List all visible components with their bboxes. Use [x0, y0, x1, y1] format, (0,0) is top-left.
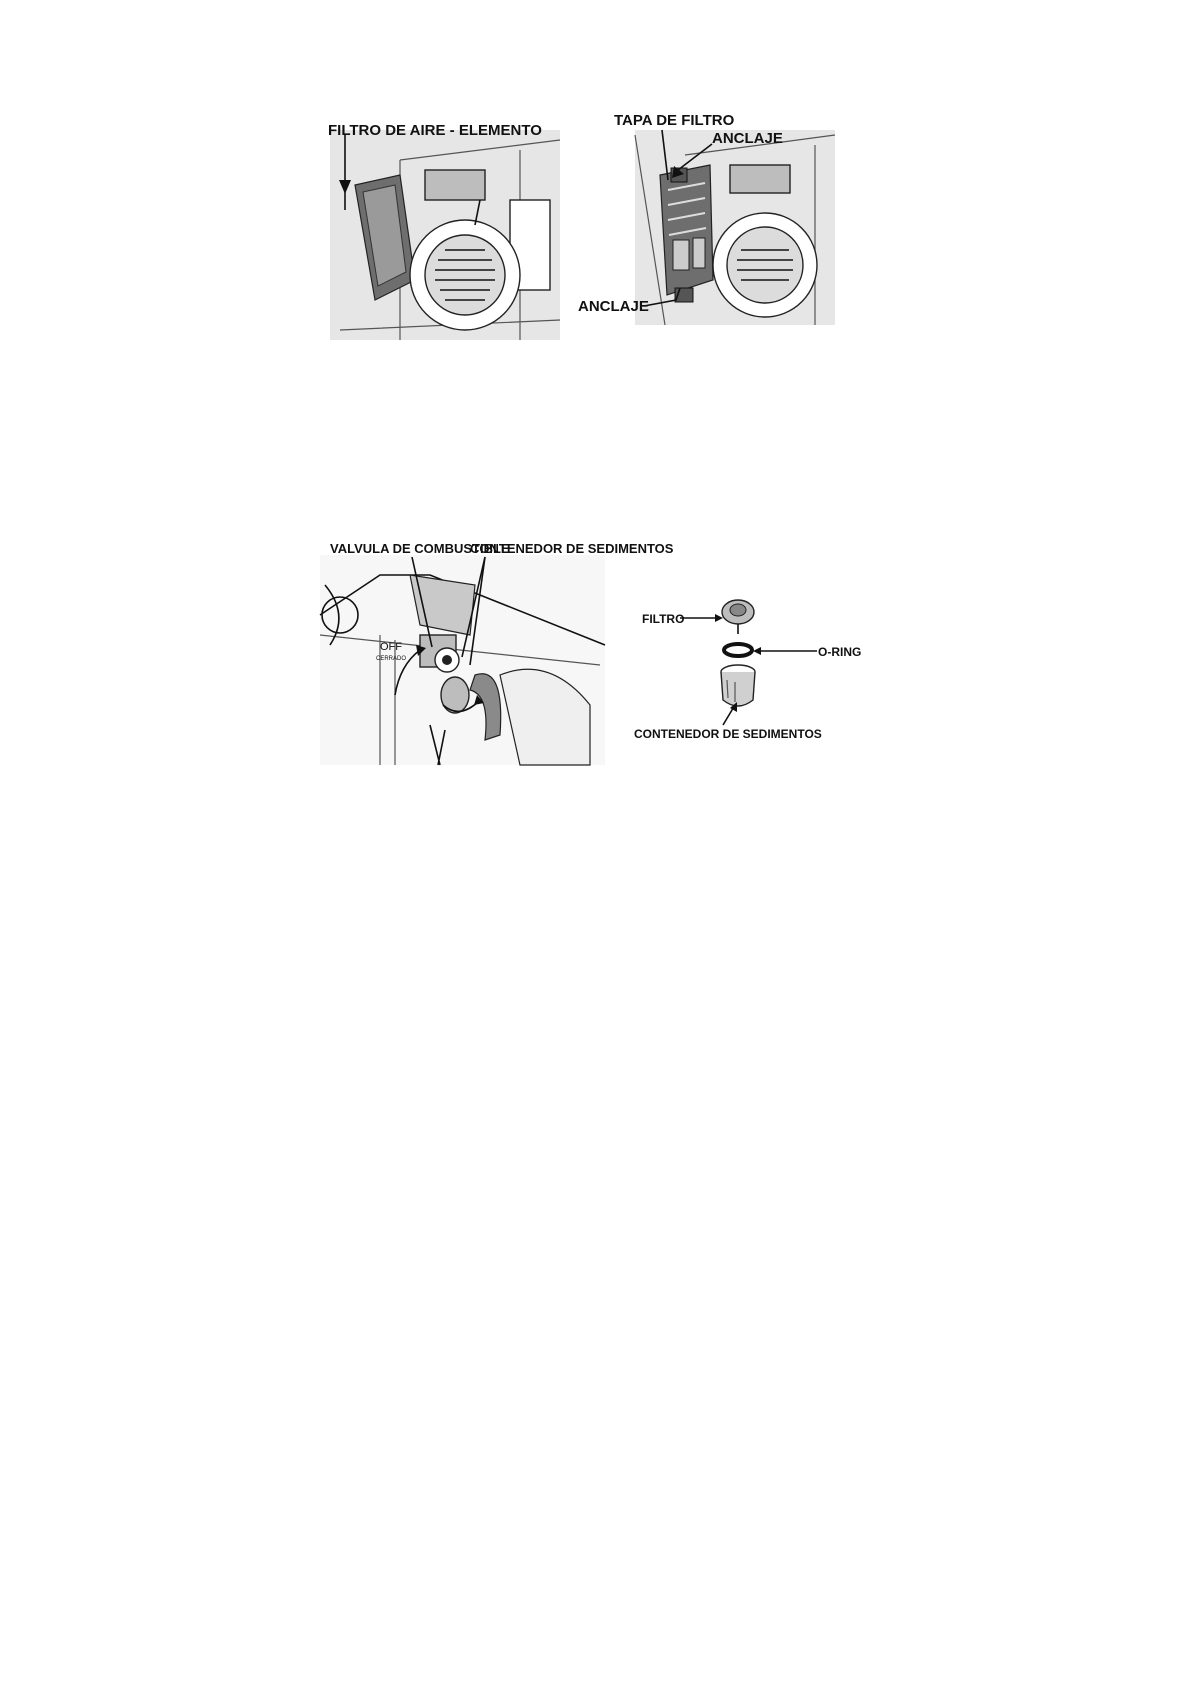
- filter-cover-callouts: [578, 110, 860, 340]
- off-label: OFF: [380, 641, 402, 653]
- closed-label: CERRADO: [376, 656, 407, 662]
- sediment-parts-labels: [600, 600, 860, 750]
- bottom-latch-label: ANCLAJE: [578, 298, 649, 315]
- top-latch-label: ANCLAJE: [712, 130, 783, 147]
- o-ring-label: O-RING: [818, 645, 862, 659]
- filter-label: FILTRO: [642, 612, 685, 626]
- filter-cover-label: TAPA DE FILTRO: [614, 112, 735, 129]
- air-filter-element-label: FILTRO DE AIRE - ELEMENTO: [328, 122, 542, 139]
- sediment-cup-exploded-label: CONTENEDOR DE SEDIMENTOS: [634, 727, 822, 741]
- fuel-valve-label: VALVULA DE COMBUSTIBLE: [330, 541, 510, 556]
- sediment-cup-label: CONTENEDOR DE SEDIMENTOS: [470, 541, 674, 556]
- air-filter-element-label-box: [326, 118, 566, 142]
